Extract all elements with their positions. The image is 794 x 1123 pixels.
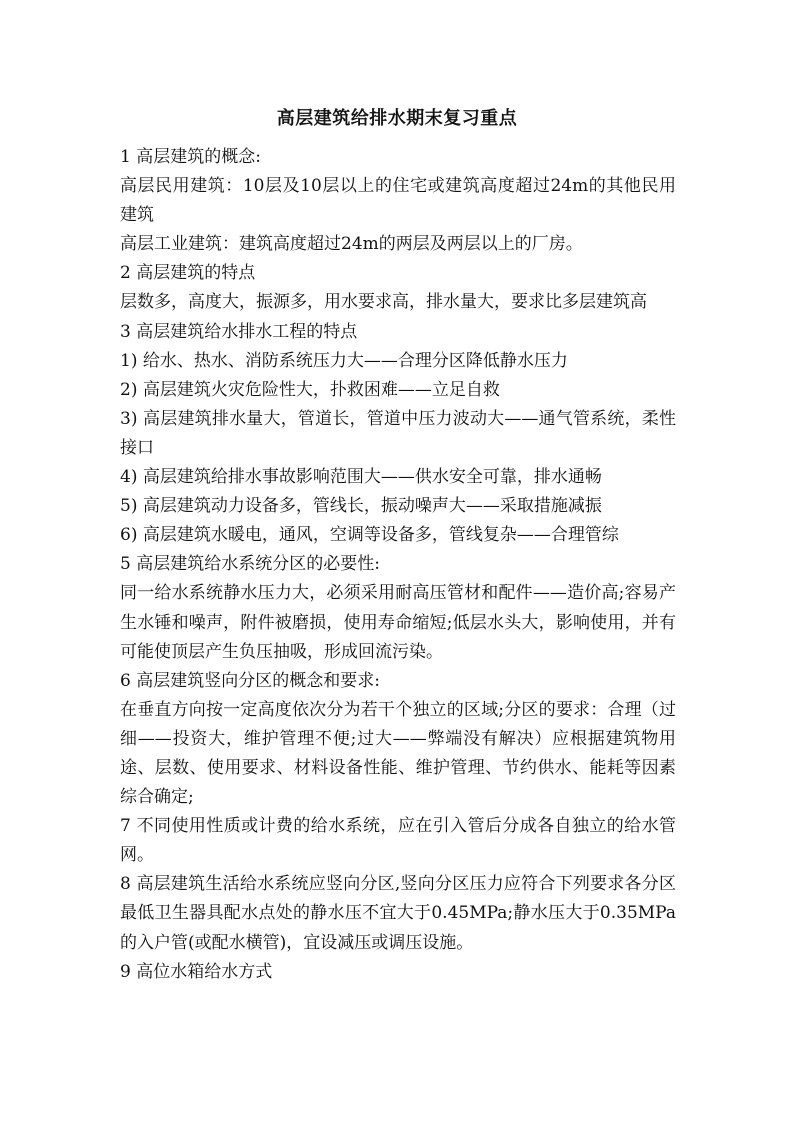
paragraph: 在垂直方向按一定高度依次分为若干个独立的区域;分区的要求：合理（过细——投资大，维护管理不便;过大——弊端没有解决）应根据建筑物用途、层数、使用要求、材料设备性能、维护管理、节约供水、能耗等因素综合确定; xyxy=(120,699,676,808)
paragraph: 8 高层建筑生活给水系统应竖向分区,竖向分区压力应符合下列要求各分区最低卫生器具配水点处的静水压不宜大于0.45MPa;静水压大于0.35MPa的入户管(或配水横管)，宜设减压或调压设施。 xyxy=(120,874,676,953)
paragraph: 高层民用建筑：10层及10层以上的住宅或建筑高度超过24m的其他民用建筑 xyxy=(120,176,676,226)
paragraph: 7 不同使用性质或计费的给水系统，应在引入管后分成各自独立的给水管网。 xyxy=(120,816,676,866)
paragraph: 2 高层建筑的特点 xyxy=(120,263,256,284)
document-body xyxy=(120,143,676,987)
paragraph: 3) 高层建筑排水量大，管道长，管道中压力波动大——通气管系统，柔性接口 xyxy=(120,408,676,458)
paragraph: 9 高位水箱给水方式 xyxy=(120,961,273,982)
paragraph: 1) 给水、热水、消防系统压力大——合理分区降低静水压力 xyxy=(120,350,568,371)
paragraph: 6 高层建筑竖向分区的概念和要求: xyxy=(120,670,380,691)
paragraph: 2) 高层建筑火灾危险性大，扑救困难——立足自救 xyxy=(120,379,500,400)
paragraph: 3 高层建筑给水排水工程的特点 xyxy=(120,321,358,342)
document-title: 高层建筑给排水期末复习重点 xyxy=(276,108,518,129)
paragraph: 层数多，高度大，振源多，用水要求高，排水量大，要求比多层建筑高 xyxy=(120,292,647,313)
paragraph: 5) 高层建筑动力设备多，管线长，振动噪声大——采取措施减振 xyxy=(120,496,602,517)
paragraph: 4) 高层建筑给排水事故影响范围大——供水安全可靠，排水通畅 xyxy=(120,467,602,488)
paragraph: 同一给水系统静水压力大，必须采用耐高压管材和配件——造价高;容易产生水锤和噪声，附件被磨损，使用寿命缩短;低层水头大，影响使用，并有可能使顶层产生负压抽吸，形成回流污染。 xyxy=(120,583,676,662)
paragraph: 6) 高层建筑水暖电，通风，空调等设备多，管线复杂——合理管综 xyxy=(120,525,619,546)
paragraph: 1 高层建筑的概念: xyxy=(120,147,261,167)
paragraph: 5 高层建筑给水系统分区的必要性: xyxy=(120,554,380,575)
paragraph: 高层工业建筑：建筑高度超过24m的两层及两层以上的厂房。 xyxy=(120,234,583,255)
